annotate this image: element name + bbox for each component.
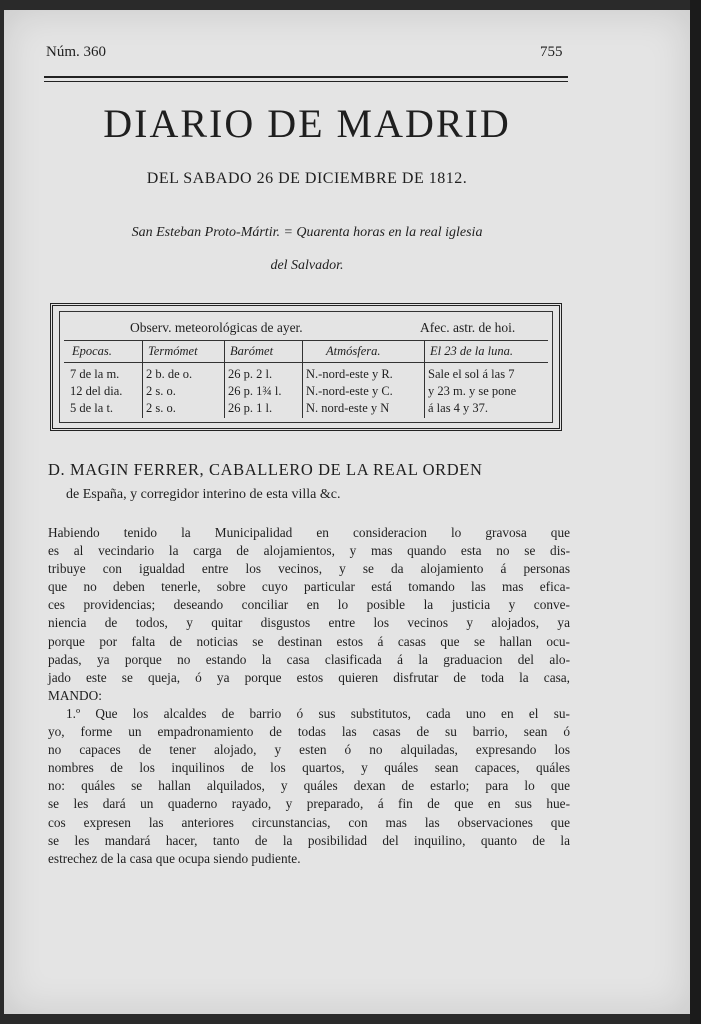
article-line: no capaces de tener alojado, y esten ó no alquiladas, expresando los — [48, 742, 570, 758]
article-line: porque por falta de noticias se destinan estos á casas que se hallan ocu- — [48, 633, 570, 649]
article-line: no: quáles se hallan alquilados, y quáles dexan de estarlo; para lo que — [48, 778, 570, 794]
weather-heading-left: Observ. meteorológicas de ayer. — [130, 320, 303, 335]
weather-cell: 2 b. de o. — [146, 367, 193, 381]
weather-cell: 2 s. o. — [146, 384, 176, 398]
article-line: niencia de todos, y quitar disgustos entre los vecinos y alojados, ya — [48, 615, 570, 631]
saints-line-2: del Salvador. — [270, 258, 344, 273]
saints-line-1: San Esteban Proto-Mártir. = Quarenta horas en la real iglesia — [131, 225, 483, 240]
article-line: que no deben tenerle, sobre cuyo particular está tomando las mas efica- — [48, 579, 570, 595]
weather-cell: y 23 m. y se pone — [428, 384, 517, 398]
article-line: estrechez de la casa que ocupa siendo pudiente. — [48, 850, 301, 866]
article-line: yo, forme un empadronamiento de todas las casas de su barrio, sean ó — [48, 724, 570, 740]
weather-cell: á las 4 y 37. — [428, 401, 489, 415]
article-line: nombres de los inquilinos de los quartos, y quáles sean capaces, quáles — [48, 760, 570, 776]
weather-cell: 26 p. 1¾ l. — [228, 384, 282, 398]
article-line: se les mandará hacer, tanto de la posibilidad del inquilino, quanto de la — [48, 832, 570, 848]
weather-cell: 2 s. o. — [146, 401, 176, 415]
weather-col-header: Epocas. — [72, 344, 112, 358]
article-line: es al vecindario la carga de alojamientos, y mas quando esta no se dis- — [48, 543, 570, 559]
weather-cell: N. nord-este y N — [306, 401, 390, 415]
article-line: cos expresen las anteriores circunstancias, con mas las observaciones que — [48, 814, 570, 830]
weather-table-inner — [59, 311, 553, 423]
weather-cell: 12 del dia. — [70, 384, 123, 398]
article-heading: D. MAGIN FERRER, CABALLERO DE LA REAL ORDEN — [48, 460, 483, 479]
article-line: jado este se queja, ó ya porque estos quieren disfrutar de toda la casa, — [48, 669, 570, 685]
article-line: padas, ya porque no estando la casa clasificada á la graduacion del alo- — [48, 651, 570, 667]
weather-heading-right: Afec. astr. de hoi. — [420, 320, 516, 335]
article-line: se les dará un quaderno rayado, y preparado, á fin de que en sus hue- — [48, 796, 570, 812]
weather-col-divider — [224, 340, 225, 418]
article-line: tribuye con igualdad entre los vecinos, y se da alojamiento á personas — [48, 561, 570, 577]
weather-col-divider — [424, 340, 425, 418]
weather-cell: N.-nord-este y C. — [306, 384, 393, 398]
article-subheading: de España, y corregidor interino de esta villa &c. — [66, 487, 341, 502]
issue-date: DEL SABADO 26 DE DICIEMBRE DE 1812. — [146, 170, 468, 187]
article-line: 1.º Que los alcaldes de barrio ó sus substitutos, cada uno en el su- — [66, 705, 570, 721]
weather-cell: 26 p. 2 l. — [228, 367, 273, 381]
weather-col-header: Termómet — [148, 344, 198, 358]
weather-col-header: Atmósfera. — [326, 344, 381, 358]
article-line: Habiendo tenido la Municipalidad en consideracion lo gravosa que — [48, 525, 570, 540]
weather-cell: 26 p. 1 l. — [228, 401, 273, 415]
weather-col-divider — [142, 340, 143, 418]
weather-cell: Sale el sol á las 7 — [428, 367, 515, 381]
weather-cell: 7 de la m. — [70, 367, 120, 381]
weather-cell: N.-nord-este y R. — [306, 367, 393, 381]
header-rule — [44, 76, 568, 78]
weather-col-header: El 23 de la luna. — [430, 344, 513, 358]
weather-col-divider — [302, 340, 303, 418]
article-line: MANDO: — [48, 687, 102, 703]
article-line: ces providencias; deseando conciliar en lo posible la justicia y conve- — [48, 597, 570, 613]
saints-of-the-day — [44, 216, 570, 282]
weather-table — [50, 303, 562, 431]
issue-number: Núm. 360 — [46, 44, 106, 60]
weather-cell: 5 de la t. — [70, 401, 114, 415]
scan-edge — [690, 0, 701, 1024]
weather-col-header: Barómet — [230, 344, 274, 358]
page-number: 755 — [540, 44, 563, 60]
weather-divider-header — [64, 362, 548, 363]
article-body — [48, 524, 570, 868]
weather-divider — [64, 340, 548, 341]
header-rule-thin — [44, 81, 568, 82]
masthead-title: DIARIO DE MADRID — [103, 101, 511, 146]
